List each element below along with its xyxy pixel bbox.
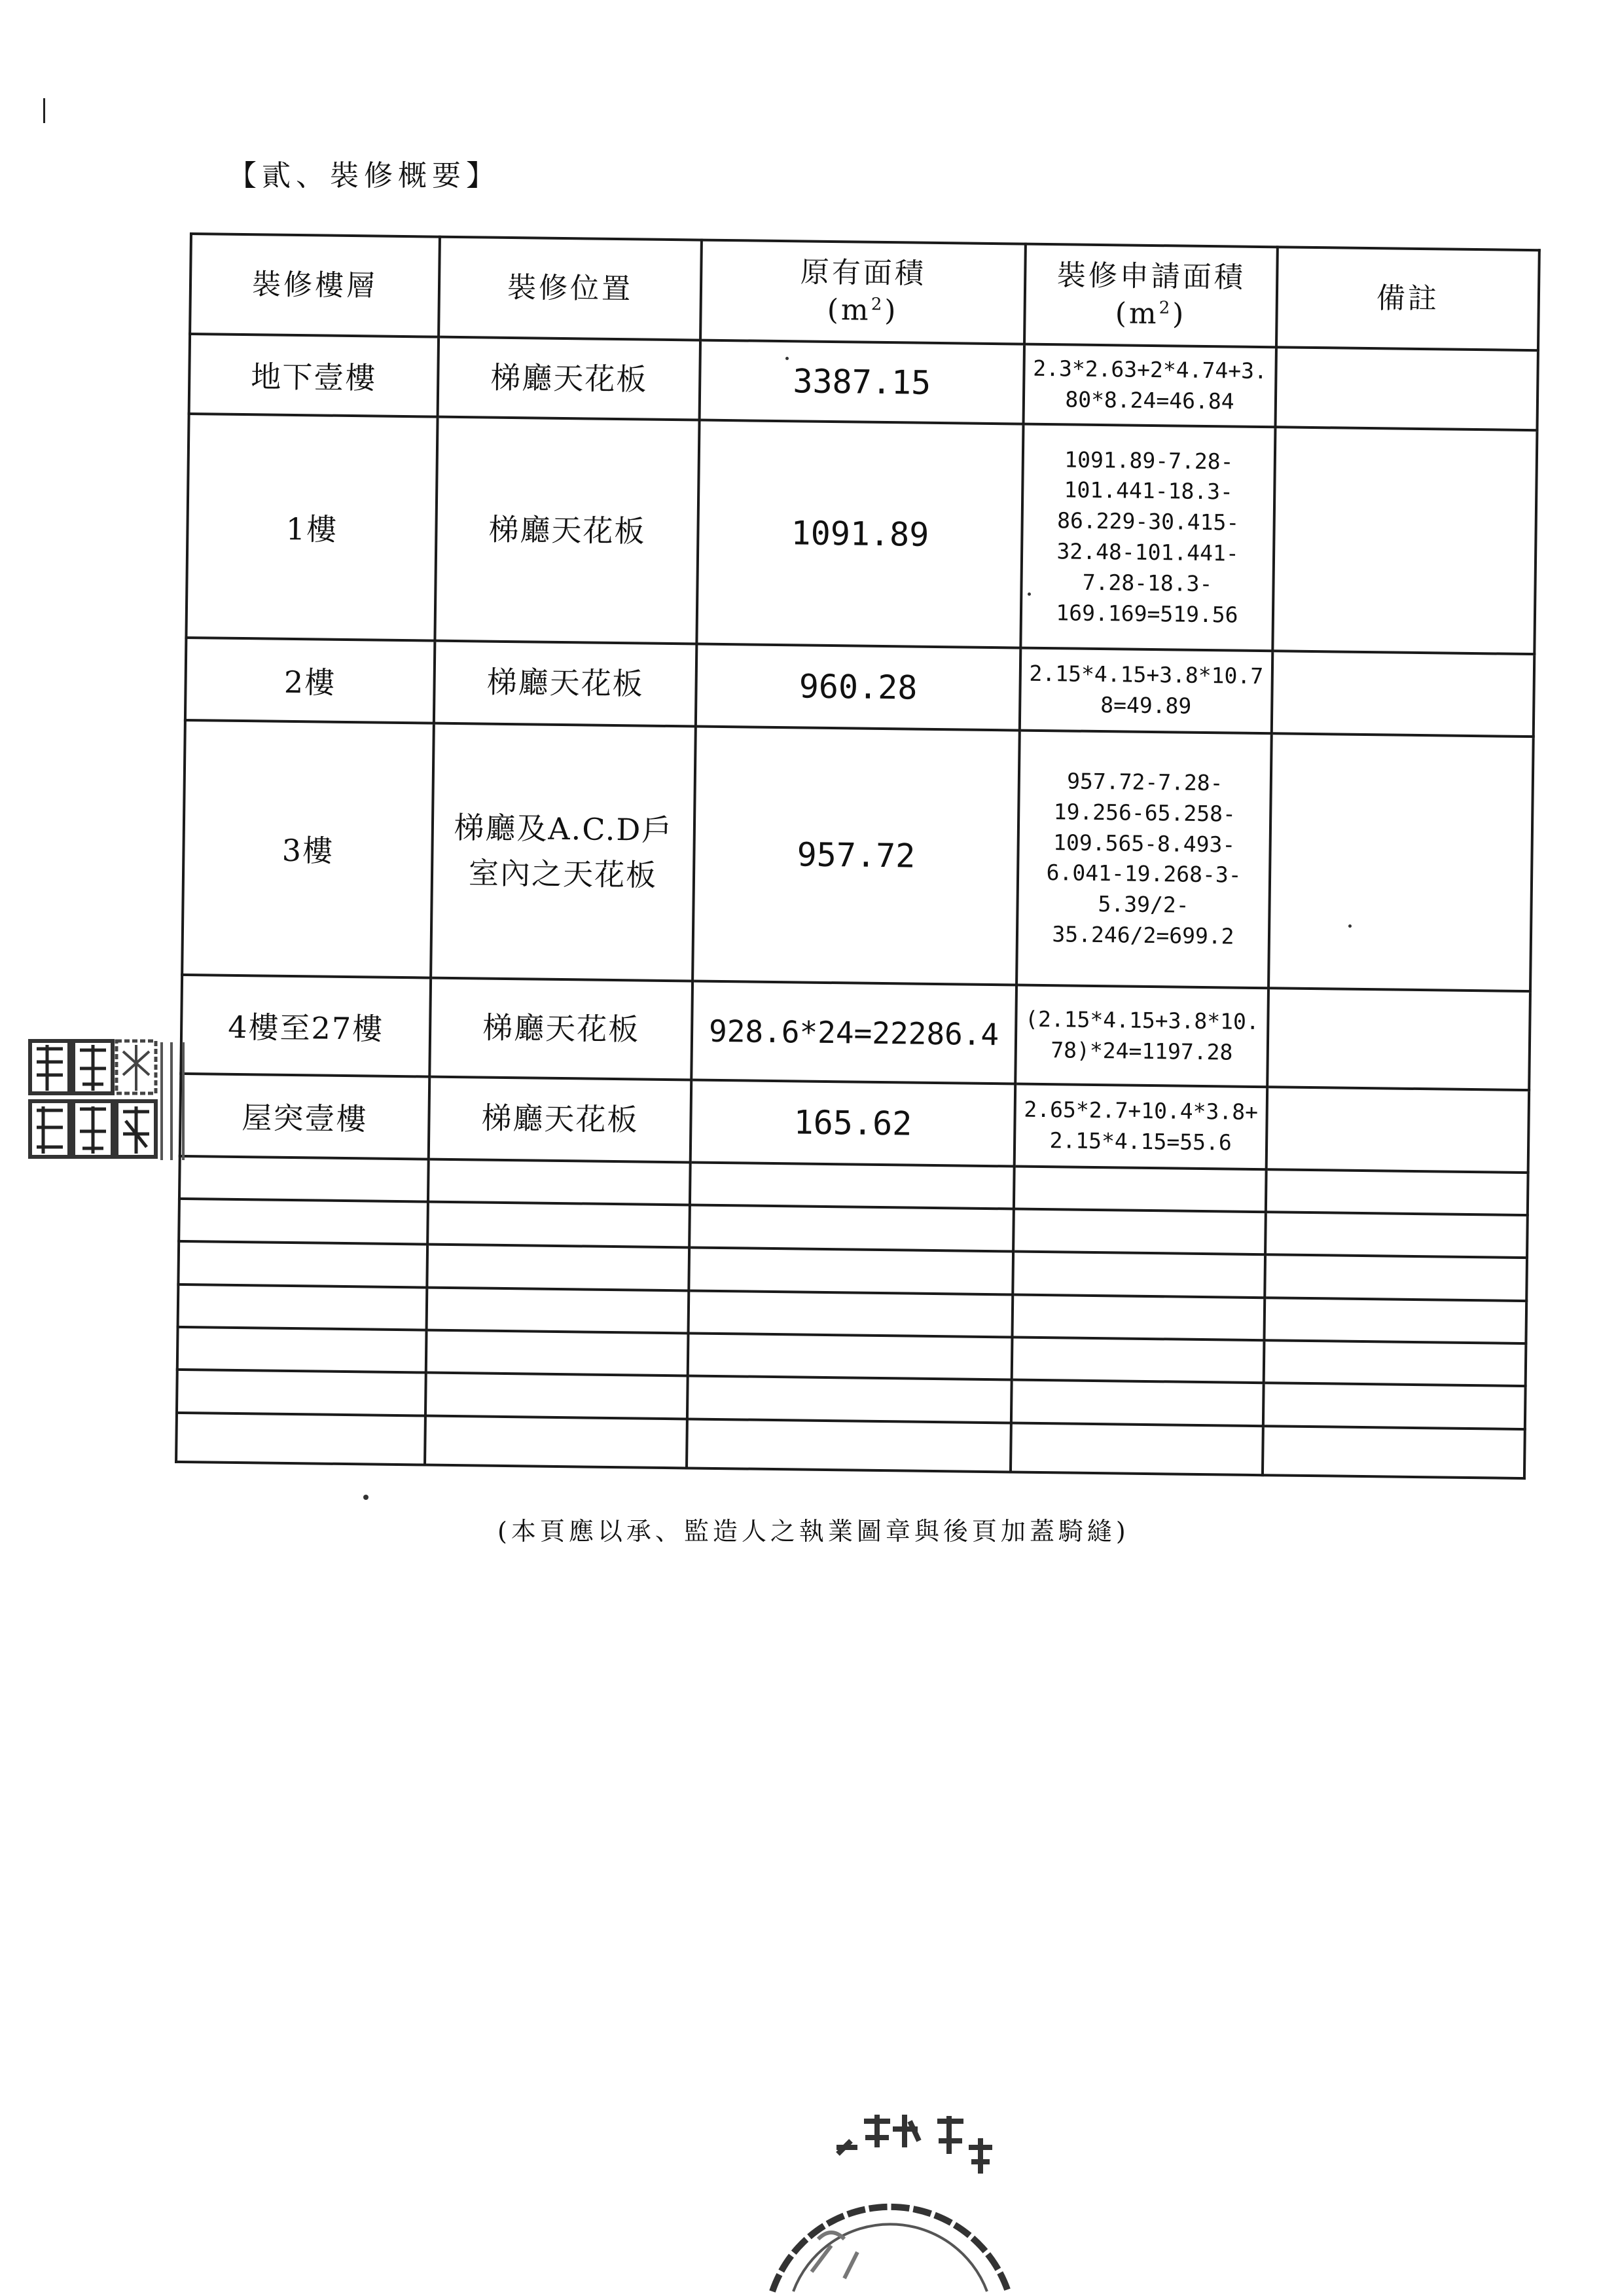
table-row [185, 638, 1534, 737]
row-position: 梯廳天花板 [438, 337, 700, 420]
row-note [1272, 428, 1537, 654]
row-note [1275, 347, 1537, 430]
row-applied-area [1020, 647, 1273, 733]
row-applied-area [1024, 344, 1276, 427]
row-original-area: 3387.15 [700, 340, 1024, 424]
seal-instruction-footnote: (本頁應以承、監造人之執業圖章與後頁加蓋騎縫) [497, 1517, 1130, 1546]
row-position: 梯廳天花板 [429, 1077, 692, 1162]
unit-superscript: 2 [871, 295, 885, 315]
row-floor: 地下壹樓 [189, 334, 439, 417]
row-note [1267, 989, 1530, 1091]
row-note [1267, 1087, 1530, 1172]
section-title: 【貳、裝修概要】 [228, 159, 500, 192]
row-applied-area [1015, 1084, 1268, 1169]
unit-superscript: 2 [1159, 298, 1173, 319]
unit-close: ) [884, 294, 899, 328]
row-floor: 屋突壹樓 [180, 1074, 430, 1159]
row-applied-area [1015, 985, 1268, 1087]
table-header-row [190, 234, 1539, 350]
header-applied-area [1024, 244, 1278, 347]
row-original-area: 928.6*24=22286.4 [691, 981, 1016, 1084]
applied-area-line: 2.15*4.15+3.8*10.7 [1029, 660, 1264, 689]
row-note [1272, 651, 1535, 736]
applied-area-line: 32.48-101.441- [1056, 538, 1239, 566]
header-position: 裝修位置 [439, 237, 702, 340]
renovation-summary-table-wrap [175, 232, 1538, 1480]
header-original-area [700, 240, 1026, 344]
scan-speck [1348, 924, 1352, 928]
row-note [1268, 733, 1534, 992]
applied-area-line: 78)*24=1197.28 [1051, 1036, 1233, 1065]
applied-area-line: 19.256-65.258- [1053, 798, 1236, 827]
applied-area-line: 6.041-19.268-3- [1046, 860, 1242, 888]
header-applied-area-label: 裝修申請面積 [1056, 259, 1246, 295]
row-position: 梯廳天花板 [434, 641, 697, 726]
applied-area-line: 169.169=519.56 [1056, 600, 1238, 628]
scan-speck [363, 1495, 369, 1500]
applied-area-line: 86.229-30.415- [1056, 507, 1240, 536]
applied-area-line: 80*8.24=46.84 [1065, 386, 1234, 414]
row-applied-area [1016, 730, 1272, 989]
row-floor: 2樓 [185, 638, 435, 723]
row-original-area: 1091.89 [696, 420, 1023, 648]
applied-area-line: 7.28-18.3- [1082, 569, 1213, 597]
table-row [181, 975, 1530, 1090]
applied-area-line: 2.65*2.7+10.4*3.8+ [1024, 1096, 1259, 1125]
applied-area-line: 5.39/2- [1098, 891, 1189, 919]
row-floor: 4樓至27樓 [181, 975, 431, 1076]
renovation-summary-table [175, 232, 1541, 1480]
applied-area-line: 2.3*2.63+2*4.74+3. [1033, 355, 1268, 384]
header-applied-area-unit: (m [1115, 297, 1159, 331]
page-edge-mark [43, 98, 45, 123]
header-original-area-label: 原有面積 [800, 255, 927, 291]
header-original-area-unit: (m [827, 293, 872, 328]
left-seal-stamp [27, 1036, 194, 1167]
row-original-area: 165.62 [691, 1080, 1015, 1167]
row-position: 梯廳及A.C.D戶 室內之天花板 [431, 723, 696, 981]
applied-area-line: 35.246/2=699.2 [1052, 921, 1234, 949]
row-position: 梯廳天花板 [435, 417, 699, 644]
row-position: 梯廳天花板 [429, 978, 692, 1080]
row-applied-area [1020, 424, 1275, 651]
row-original-area: 957.72 [692, 726, 1020, 985]
table-row [180, 1074, 1529, 1173]
unit-close: ) [1172, 297, 1187, 331]
table-row [182, 720, 1534, 991]
row-floor: 1樓 [186, 414, 437, 640]
applied-area-line: 957.72-7.28- [1066, 768, 1223, 796]
row-original-area: 960.28 [696, 644, 1020, 730]
scan-speck [785, 357, 789, 360]
bottom-official-seal [753, 2075, 1028, 2296]
table-row [186, 414, 1537, 654]
applied-area-line: 8=49.89 [1100, 691, 1192, 719]
applied-area-line: 109.565-8.493- [1052, 829, 1236, 858]
row-floor: 3樓 [182, 720, 434, 977]
header-floor: 裝修樓層 [190, 234, 440, 337]
header-note: 備註 [1276, 247, 1539, 350]
applied-area-line: 101.441-18.3- [1064, 477, 1234, 505]
applied-area-line: 2.15*4.15=55.6 [1049, 1127, 1232, 1156]
applied-area-line: (2.15*4.15+3.8*10. [1024, 1006, 1259, 1034]
scan-speck [1028, 592, 1031, 596]
applied-area-line: 1091.89-7.28- [1064, 446, 1234, 475]
